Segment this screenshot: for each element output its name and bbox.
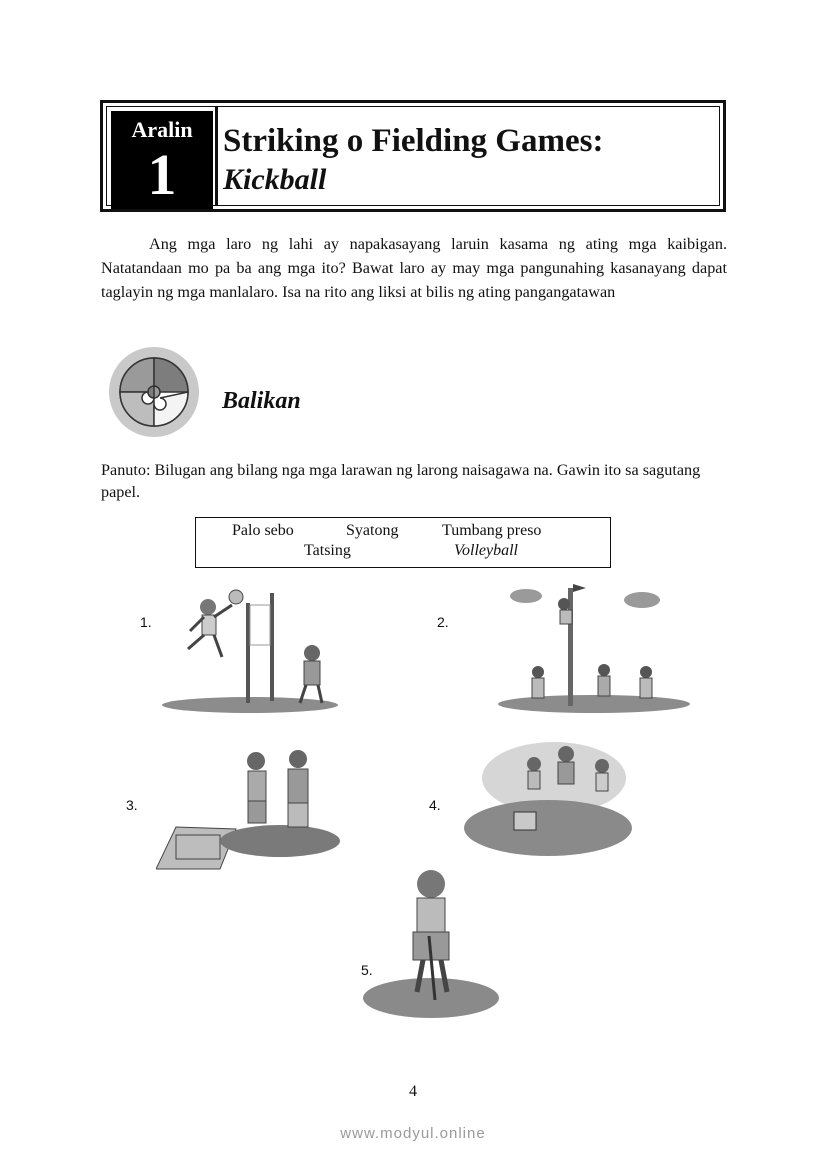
palo-sebo-picture: [496, 578, 692, 714]
choice-tumbang-preso: Tumbang preso: [442, 522, 542, 539]
aralin-badge: [111, 111, 213, 209]
choices-box: [195, 517, 611, 568]
instructions: Panuto: Bilugan ang bilang nga mga larawan ng larong naisagawa na. Gawin ito sa sagutang papel.: [101, 461, 701, 501]
lesson-header: [100, 100, 726, 212]
choice-syatong: Syatong: [346, 522, 399, 539]
choice-palo-sebo: Palo sebo: [232, 522, 294, 539]
section-title: Balikan: [222, 388, 301, 414]
picture-number-3: 3.: [126, 797, 138, 813]
aralin-label: Aralin: [131, 117, 193, 142]
picture-number-2: 2.: [437, 614, 449, 630]
choice-volleyball: Volleyball: [454, 542, 518, 559]
lesson-title: Striking o Fielding Games:: [223, 123, 604, 159]
header-divider: [215, 107, 218, 205]
page-number: 4: [409, 1083, 417, 1100]
watermark: www.modyul.online: [340, 1125, 486, 1142]
intro-paragraph: Ang mga laro ng lahi ay napakasayang laruin kasama ng ating mga kaibigan. Natatandaan mo pa ba ang mga ito? Bawat laro ay may mga pangunahing kasanayang dapat taglayin ng mga manlalaro. Isa na rito ang liksi at bilis ng ating pangangatawan: [101, 235, 727, 301]
syatong-picture: [361, 866, 501, 1020]
volleyball-players-picture: [160, 585, 340, 715]
picture-number-4: 4.: [429, 797, 441, 813]
lesson-subtitle: Kickball: [223, 163, 327, 196]
aralin-number: 1: [147, 142, 177, 207]
puzzle-icon: [108, 346, 200, 438]
picture-number-1: 1.: [140, 614, 152, 630]
tumbang-preso-picture: [462, 738, 634, 858]
header-inner-frame: [106, 106, 720, 206]
tatsing-picture: [156, 745, 340, 873]
choice-tatsing: Tatsing: [304, 542, 351, 559]
picture-number-5: 5.: [361, 962, 373, 978]
